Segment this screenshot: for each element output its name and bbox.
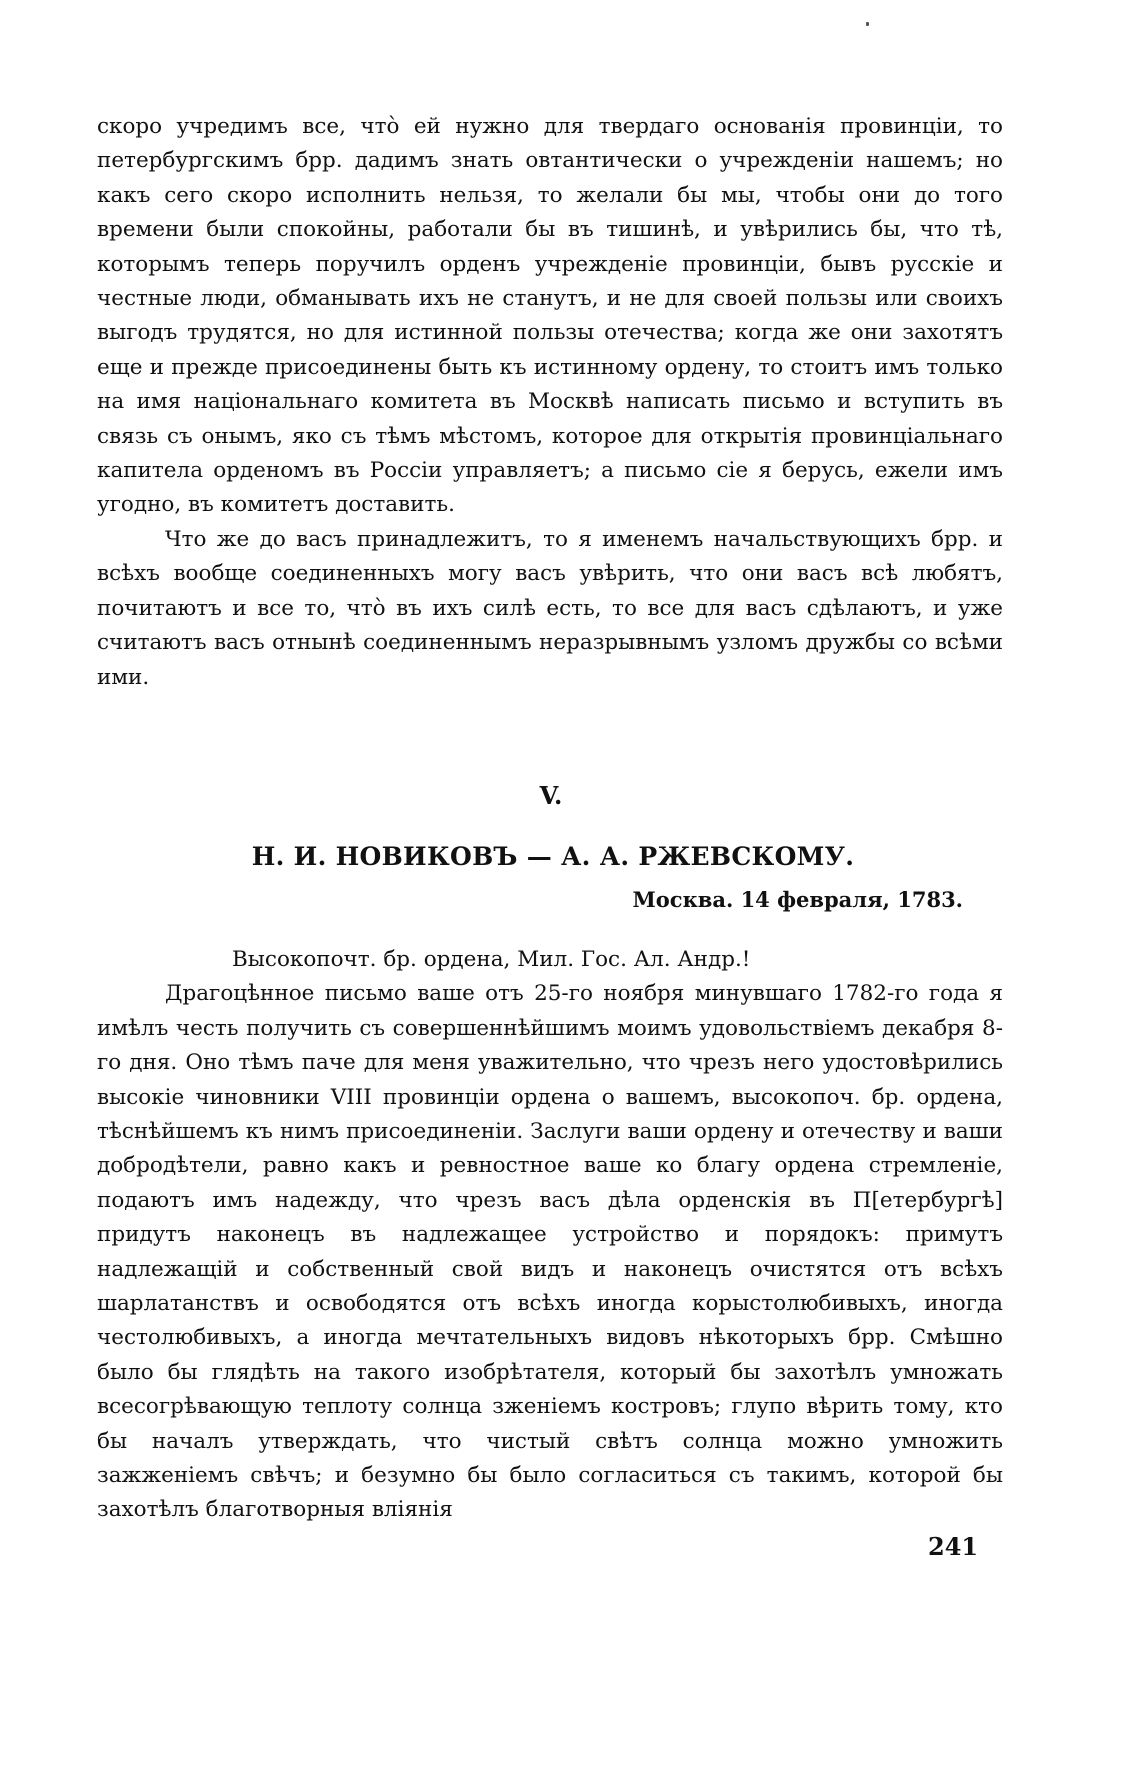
letter-heading: Н. И. НОВИКОВЪ — А. А. РЖЕВСКОМУ.: [251, 841, 855, 871]
page-number: 241: [928, 1532, 979, 1561]
scan-speck: [866, 22, 869, 26]
paragraph-top-1: скоро учредимъ все, что̀ ей нужно для твердаго основанія провинціи, то петербургскимъ брр. дадимъ знать овтантически о учрежденіи нашемъ; но какъ сего скоро исполнить нельзя, то желали бы мы, чтобы они до того времени были спокойны, работали бы въ тишинѣ, и увѣрились бы, что тѣ, которымъ теперь поручилъ орденъ учрежденіе провинціи, бывъ русскіе и честные люди, обманывать ихъ не станутъ, и не для своей пользы или своихъ выгодъ трудятся, но для истинной пользы отечества; когда же они захотятъ еще и прежде присоединены быть къ истинному ордену, то стоитъ имъ только на имя національнаго комитета въ Москвѣ написать письмо и вступить въ связь съ онымъ, яко съ тѣмъ мѣстомъ, которое для открытія провинціальнаго капитела орденомъ въ Россіи управляетъ; а письмо сіе я берусь, ежели имъ угодно, въ комитетъ доставить.: [97, 114, 1003, 518]
letter-paragraph: Драгоцѣнное письмо ваше отъ 25-го ноября минувшаго 1782-го года я имѣлъ честь получить съ совершеннѣйшимъ моимъ удовольствіемъ декабря 8-го дня. Оно тѣмъ паче для меня уважительно, что чрезъ него удостовѣрились высокіе чиновники VIII провинціи ордена о вашемъ, высокопоч. бр. ордена, тѣснѣйшемъ къ нимъ присоединеніи. Заслуги ваши ордену и отечеству и ваши добродѣтели, равно какъ и ревностное ваше ко благу ордена стремленіе, подаютъ имъ надежду, что чрезъ васъ дѣла орденскія въ П[етербургѣ] придутъ наконецъ въ надлежащее устройство и порядокъ: примутъ надлежащій и собственный свой видъ и наконецъ очистятся отъ всѣхъ шарлатанствъ и освободятся отъ всѣхъ иногда корыстолюбивыхъ, иногда честолюбивыхъ, а иногда мечтательныхъ видовъ нѣкоторыхъ брр. Смѣшно было бы глядѣть на такого изобрѣтателя, который бы захотѣлъ умножать всесогрѣвающую теплоту солнца зженіемъ костровъ; глупо вѣрить тому, кто бы началъ утверждать, что чистый свѣтъ солнца можно умножить зажженіемъ свѣчъ; и безумно бы было согласиться съ такимъ, которой бы захотѣлъ благотворныя вліянія: [97, 981, 1003, 1523]
letter-salutation: Высокопочт. бр. ордена, Мил. Гос. Ал. Андр.!: [232, 946, 751, 972]
section-number: V.: [539, 780, 563, 810]
paragraph-top-2: Что же до васъ принадлежитъ, то я именемъ начальствующихъ брр. и всѣхъ вообще соединенныхъ могу васъ увѣрить, что они васъ всѣ любятъ, почитаютъ и все то, что̀ въ ихъ силѣ есть, то все для васъ сдѣлаютъ, и уже считаютъ васъ отнынѣ соединеннымъ неразрывнымъ узломъ дружбы со всѣми ими.: [97, 526, 1003, 690]
page-body: [97, 110, 1003, 1528]
letter-dateline: Москва. 14 февраля, 1783.: [632, 886, 963, 912]
